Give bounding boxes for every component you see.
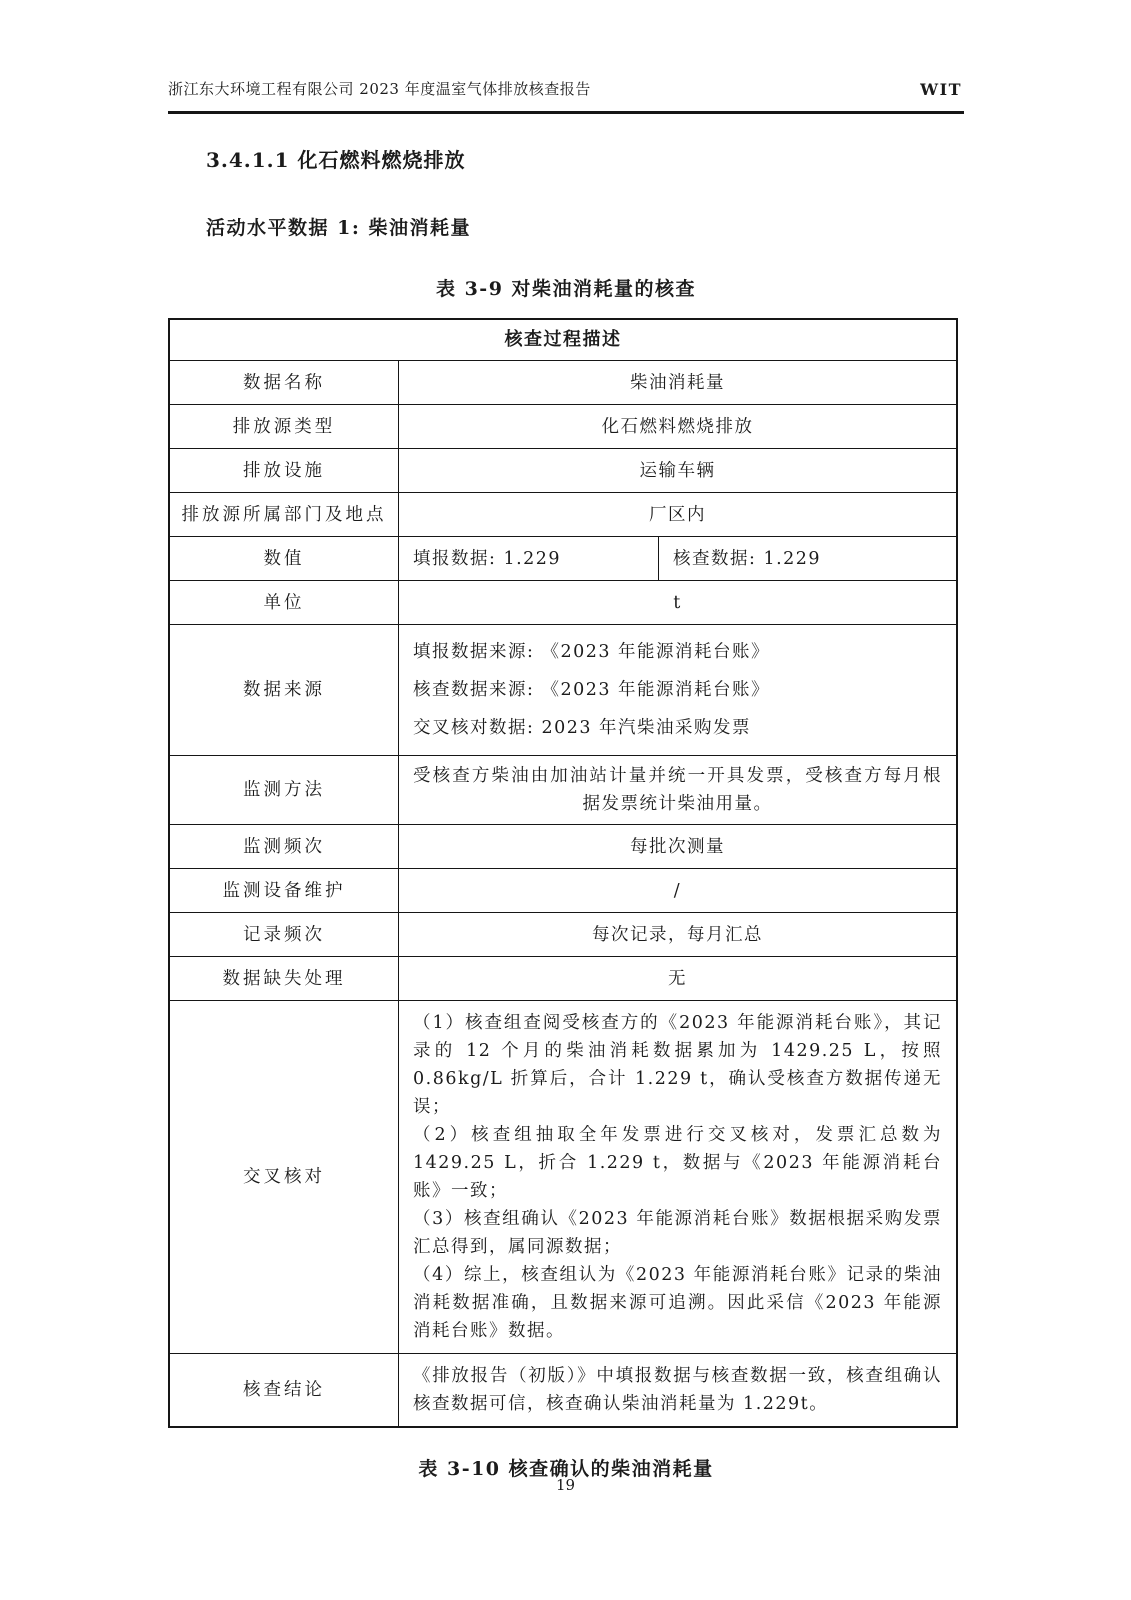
table-row-missing-data [170,956,956,1000]
table-row-value [170,536,956,580]
verification-table [168,318,958,1428]
row-value [399,1001,956,1353]
table-row-monitoring-method [170,755,956,824]
row-value: 每次记录，每月汇总 [592,924,763,945]
row-label: 数据来源 [170,625,399,755]
page-content [168,0,964,1481]
verified-value: 核查数据: 1.229 [673,548,822,569]
row-value: / [673,880,682,901]
row-label: 交叉核对 [170,1001,399,1353]
table-row-data-source [170,624,956,755]
row-value: 运输车辆 [639,460,716,481]
reported-value: 填报数据: 1.229 [399,537,659,580]
table-row-source-type [170,404,956,448]
activity-data-heading: 活动水平数据 1: 柴油消耗量 [206,217,471,239]
table-row-conclusion [170,1353,956,1426]
cross-check-item: （3）核查组确认《2023 年能源消耗台账》数据根据采购发票汇总得到，属同源数据； [413,1209,942,1257]
table-row-unit [170,580,956,624]
page-number: 19 [555,1476,576,1494]
row-value: 每批次测量 [630,836,725,857]
table-row-record-frequency [170,912,956,956]
row-label: 数据缺失处理 [170,957,399,1000]
table-3-9-caption: 表 3-9 对柴油消耗量的核查 [435,278,697,300]
row-label: 监测频次 [170,825,399,868]
brand-logo-text: WIT [920,80,962,99]
cross-check-item: （1）核查组查阅受核查方的《2023 年能源消耗台账》，其记录的 12 个月的柴油消耗数据累加为 1429.25 L，按照 0.86kg/L 折算后，合计 1.229 t，确认受核查方数据传递无误； [413,1013,942,1117]
row-label: 监测设备维护 [170,869,399,912]
cross-check-item: （2）核查组抽取全年发票进行交叉核对，发票汇总数为 1429.25 L，折合 1.229 t，数据与《2023 年能源消耗台账》一致； [413,1125,942,1201]
section-heading: 3.4.1.1 化石燃料燃烧排放 [206,148,466,172]
table-row-equipment-maintenance [170,868,956,912]
table-row-department [170,492,956,536]
row-label: 排放源所属部门及地点 [170,493,399,536]
cross-check-item: （4）综上，核查组认为《2023 年能源消耗台账》记录的柴油消耗数据准确，且数据来源可追溯。因此采信《2023 年能源消耗台账》数据。 [413,1265,942,1341]
table-header-row: 核查过程描述 [504,329,622,350]
row-value [399,756,956,824]
data-source-line: 交叉核对数据: 2023 年汽柴油采购发票 [413,718,752,738]
row-label: 核查结论 [170,1354,399,1426]
row-label: 数值 [170,537,399,580]
row-value: 无 [668,968,687,989]
table-row-facility [170,448,956,492]
data-source-line: 核查数据来源: 《2023 年能源消耗台账》 [413,680,771,700]
table-3-10-caption: 表 3-10 核查确认的柴油消耗量 [418,1458,714,1480]
row-value: 柴油消耗量 [630,372,725,393]
row-value: 化石燃料燃烧排放 [601,416,754,437]
row-label: 单位 [170,581,399,624]
conclusion-text: 《排放报告（初版）》中填报数据与核查数据一致，核查组确认核查数据可信，核查确认柴油消耗量为 1.229t。 [413,1366,942,1414]
row-label: 排放源类型 [170,405,399,448]
row-value: t [673,592,682,613]
row-value [399,625,956,755]
row-value [399,1354,956,1426]
page-header [168,0,964,114]
row-label: 记录频次 [170,913,399,956]
row-label: 数据名称 [170,361,399,404]
monitoring-method-text: 受核查方柴油由加油站计量并统一开具发票，受核查方每月根据发票统计柴油用量。 [413,766,942,814]
report-title: 浙江东大环境工程有限公司 2023 年度温室气体排放核查报告 [168,80,591,98]
row-label: 排放设施 [170,449,399,492]
row-label: 监测方法 [170,756,399,824]
table-row-monitoring-frequency [170,824,956,868]
table-row-cross-check [170,1000,956,1353]
row-value: 厂区内 [649,504,706,525]
table-row-data-name [170,360,956,404]
data-source-line: 填报数据来源: 《2023 年能源消耗台账》 [413,642,771,662]
